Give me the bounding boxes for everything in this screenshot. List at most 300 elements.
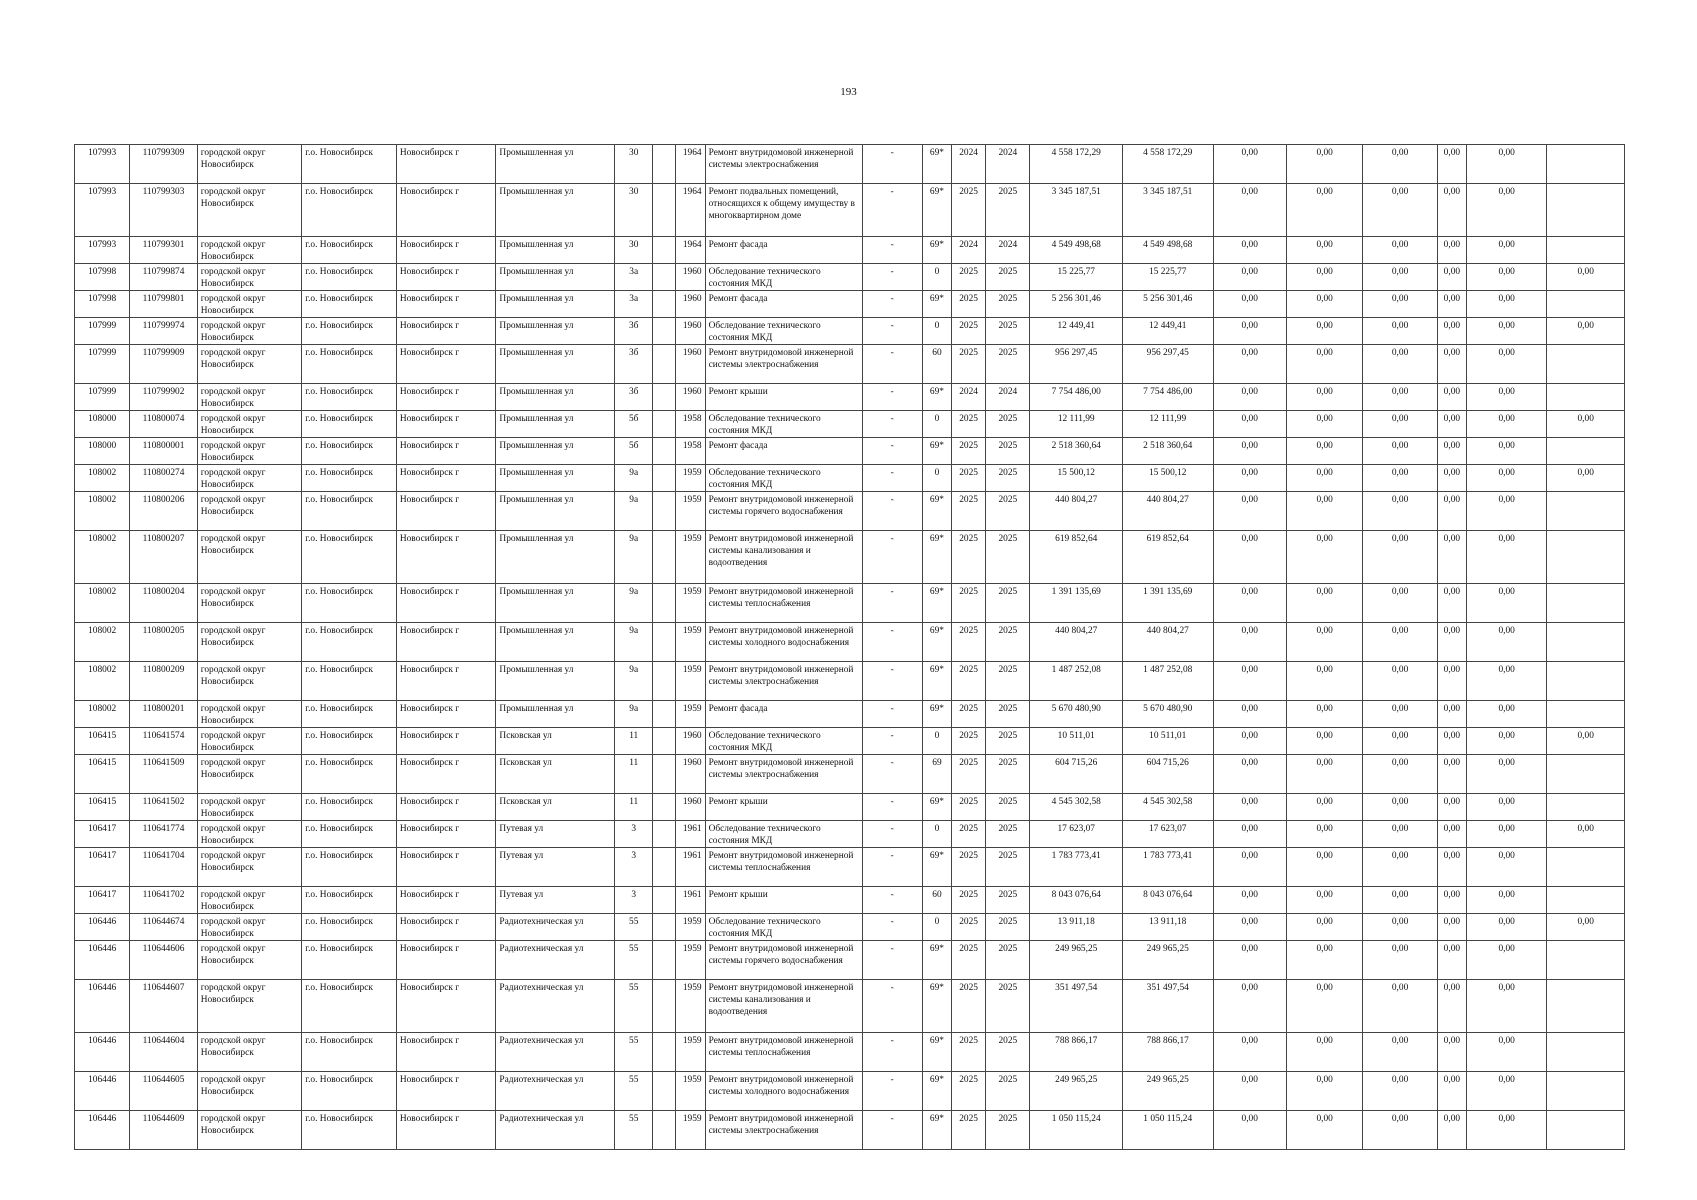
amount-cell: 0,00 [1286, 184, 1362, 237]
municipality-short-cell: г.о. Новосибирск [302, 384, 397, 411]
amount-cell: 0,00 [1466, 914, 1546, 941]
plan-year-cell: 2025 [952, 623, 986, 662]
dash-cell: - [862, 492, 922, 531]
build-year-cell: 1961 [676, 848, 705, 887]
amount-cell: 0,00 [1213, 184, 1286, 237]
build-year-cell: 1959 [676, 531, 705, 584]
amount-cell: 0,00 [1437, 848, 1466, 887]
municipality-cell: городской округ Новосибирск [197, 1033, 302, 1072]
house-number-cell: 3б [615, 384, 653, 411]
amount-cell: 0,00 [1213, 384, 1286, 411]
house-number-cell: 9а [615, 623, 653, 662]
table-row [75, 1111, 1625, 1150]
dash-cell: - [862, 755, 922, 794]
build-year-cell: 1959 [676, 1111, 705, 1150]
cost-cell: 3 345 187,51 [1030, 184, 1123, 237]
house-number-cell: 55 [615, 914, 653, 941]
record-id-cell: 107993 [75, 237, 130, 264]
survey-amount-cell [1547, 662, 1625, 701]
table-row [75, 821, 1625, 848]
amount-cell: 0,00 [1213, 914, 1286, 941]
cost-total-cell: 4 549 498,68 [1122, 237, 1213, 264]
survey-amount-cell [1547, 1111, 1625, 1150]
cost-total-cell: 788 866,17 [1122, 1033, 1213, 1072]
amount-cell: 0,00 [1286, 821, 1362, 848]
dash-cell: - [862, 438, 922, 465]
plan-year-cell: 2025 [952, 701, 986, 728]
amount-cell: 0,00 [1213, 291, 1286, 318]
city-cell: Новосибирск г [396, 291, 496, 318]
municipality-short-cell: г.о. Новосибирск [302, 821, 397, 848]
cost-total-cell: 15 500,12 [1122, 465, 1213, 492]
street-cell: Радиотехническая ул [496, 980, 615, 1033]
city-cell: Новосибирск г [396, 345, 496, 384]
plan-year-cell: 2025 [952, 492, 986, 531]
completion-year-cell: 2025 [986, 980, 1030, 1033]
record-id-cell: 108002 [75, 531, 130, 584]
work-type-cell: Обследование технического состояния МКД [705, 411, 862, 438]
city-cell: Новосибирск г [396, 492, 496, 531]
cost-total-cell: 1 487 252,08 [1122, 662, 1213, 701]
amount-cell: 0,00 [1437, 345, 1466, 384]
dash-cell: - [862, 941, 922, 980]
record-id-cell: 106415 [75, 794, 130, 821]
table-row [75, 345, 1625, 384]
amount-cell: 0,00 [1363, 345, 1437, 384]
amount-cell: 0,00 [1363, 438, 1437, 465]
amount-cell: 0,00 [1437, 914, 1466, 941]
table-row [75, 848, 1625, 887]
municipality-short-cell: г.о. Новосибирск [302, 438, 397, 465]
amount-cell: 0,00 [1213, 1033, 1286, 1072]
cost-total-cell: 4 545 302,58 [1122, 794, 1213, 821]
build-year-cell: 1959 [676, 914, 705, 941]
amount-cell: 0,00 [1286, 794, 1362, 821]
plan-year-cell: 2025 [952, 1111, 986, 1150]
dash-cell: - [862, 411, 922, 438]
cost-cell: 8 043 076,64 [1030, 887, 1123, 914]
amount-cell: 0,00 [1213, 264, 1286, 291]
survey-amount-cell [1547, 145, 1625, 184]
amount-cell: 0,00 [1213, 438, 1286, 465]
plan-year-cell: 2025 [952, 821, 986, 848]
wear-percent-cell: 69* [922, 584, 951, 623]
cost-total-cell: 17 623,07 [1122, 821, 1213, 848]
amount-cell: 0,00 [1363, 492, 1437, 531]
cost-total-cell: 7 754 486,00 [1122, 384, 1213, 411]
amount-cell: 0,00 [1466, 755, 1546, 794]
building-cell [653, 184, 676, 237]
amount-cell: 0,00 [1437, 291, 1466, 318]
building-cell [653, 1072, 676, 1111]
city-cell: Новосибирск г [396, 411, 496, 438]
work-code-cell: 110800209 [130, 662, 197, 701]
build-year-cell: 1961 [676, 821, 705, 848]
house-number-cell: 30 [615, 237, 653, 264]
work-code-cell: 110644604 [130, 1033, 197, 1072]
street-cell: Псковская ул [496, 728, 615, 755]
work-code-cell: 110644605 [130, 1072, 197, 1111]
city-cell: Новосибирск г [396, 184, 496, 237]
completion-year-cell: 2025 [986, 411, 1030, 438]
plan-year-cell: 2025 [952, 848, 986, 887]
street-cell: Промышленная ул [496, 492, 615, 531]
amount-cell: 0,00 [1466, 1111, 1546, 1150]
municipality-short-cell: г.о. Новосибирск [302, 848, 397, 887]
plan-year-cell: 2025 [952, 662, 986, 701]
survey-amount-cell [1547, 1072, 1625, 1111]
wear-percent-cell: 69* [922, 662, 951, 701]
table-row [75, 438, 1625, 465]
amount-cell: 0,00 [1437, 438, 1466, 465]
building-cell [653, 623, 676, 662]
amount-cell: 0,00 [1286, 1033, 1362, 1072]
table-row [75, 794, 1625, 821]
building-cell [653, 584, 676, 623]
cost-cell: 5 670 480,90 [1030, 701, 1123, 728]
survey-amount-cell [1547, 755, 1625, 794]
build-year-cell: 1960 [676, 384, 705, 411]
amount-cell: 0,00 [1213, 755, 1286, 794]
amount-cell: 0,00 [1466, 291, 1546, 318]
completion-year-cell: 2025 [986, 794, 1030, 821]
work-type-cell: Обследование технического состояния МКД [705, 318, 862, 345]
record-id-cell: 106446 [75, 1111, 130, 1150]
city-cell: Новосибирск г [396, 914, 496, 941]
city-cell: Новосибирск г [396, 1111, 496, 1150]
build-year-cell: 1959 [676, 662, 705, 701]
cost-total-cell: 12 449,41 [1122, 318, 1213, 345]
build-year-cell: 1959 [676, 980, 705, 1033]
survey-amount-cell [1547, 584, 1625, 623]
municipality-cell: городской округ Новосибирск [197, 237, 302, 264]
work-type-cell: Ремонт внутридомовой инженерной системы канализования и водоотведения [705, 980, 862, 1033]
building-cell [653, 237, 676, 264]
completion-year-cell: 2025 [986, 914, 1030, 941]
street-cell: Промышленная ул [496, 345, 615, 384]
amount-cell: 0,00 [1466, 531, 1546, 584]
amount-cell: 0,00 [1213, 623, 1286, 662]
amount-cell: 0,00 [1437, 1033, 1466, 1072]
record-id-cell: 107998 [75, 264, 130, 291]
table-row [75, 531, 1625, 584]
cost-total-cell: 1 783 773,41 [1122, 848, 1213, 887]
table-row [75, 145, 1625, 184]
build-year-cell: 1960 [676, 728, 705, 755]
amount-cell: 0,00 [1466, 821, 1546, 848]
wear-percent-cell: 69* [922, 531, 951, 584]
house-number-cell: 9а [615, 584, 653, 623]
work-code-cell: 110800205 [130, 623, 197, 662]
street-cell: Промышленная ул [496, 291, 615, 318]
street-cell: Промышленная ул [496, 584, 615, 623]
work-code-cell: 110644609 [130, 1111, 197, 1150]
record-id-cell: 106446 [75, 941, 130, 980]
survey-amount-cell: 0,00 [1547, 264, 1625, 291]
amount-cell: 0,00 [1363, 662, 1437, 701]
cost-total-cell: 604 715,26 [1122, 755, 1213, 794]
table-body [75, 145, 1625, 1150]
survey-amount-cell [1547, 531, 1625, 584]
record-id-cell: 106446 [75, 914, 130, 941]
street-cell: Промышленная ул [496, 145, 615, 184]
amount-cell: 0,00 [1437, 318, 1466, 345]
city-cell: Новосибирск г [396, 584, 496, 623]
plan-year-cell: 2025 [952, 438, 986, 465]
cost-total-cell: 440 804,27 [1122, 492, 1213, 531]
amount-cell: 0,00 [1286, 264, 1362, 291]
amount-cell: 0,00 [1437, 701, 1466, 728]
amount-cell: 0,00 [1286, 980, 1362, 1033]
house-number-cell: 30 [615, 184, 653, 237]
amount-cell: 0,00 [1213, 821, 1286, 848]
dash-cell: - [862, 145, 922, 184]
municipality-cell: городской округ Новосибирск [197, 345, 302, 384]
completion-year-cell: 2025 [986, 821, 1030, 848]
completion-year-cell: 2024 [986, 384, 1030, 411]
amount-cell: 0,00 [1213, 345, 1286, 384]
dash-cell: - [862, 662, 922, 701]
plan-year-cell: 2025 [952, 941, 986, 980]
wear-percent-cell: 0 [922, 465, 951, 492]
amount-cell: 0,00 [1286, 584, 1362, 623]
amount-cell: 0,00 [1466, 438, 1546, 465]
building-cell [653, 941, 676, 980]
street-cell: Радиотехническая ул [496, 1033, 615, 1072]
plan-year-cell: 2025 [952, 264, 986, 291]
work-code-cell: 110641702 [130, 887, 197, 914]
house-number-cell: 55 [615, 941, 653, 980]
record-id-cell: 108002 [75, 584, 130, 623]
build-year-cell: 1964 [676, 237, 705, 264]
city-cell: Новосибирск г [396, 318, 496, 345]
city-cell: Новосибирск г [396, 465, 496, 492]
completion-year-cell: 2025 [986, 318, 1030, 345]
completion-year-cell: 2025 [986, 1111, 1030, 1150]
plan-year-cell: 2025 [952, 1072, 986, 1111]
plan-year-cell: 2025 [952, 318, 986, 345]
city-cell: Новосибирск г [396, 531, 496, 584]
record-id-cell: 107999 [75, 318, 130, 345]
building-cell [653, 345, 676, 384]
completion-year-cell: 2025 [986, 701, 1030, 728]
building-cell [653, 821, 676, 848]
table-row [75, 701, 1625, 728]
house-number-cell: 9а [615, 465, 653, 492]
survey-amount-cell: 0,00 [1547, 318, 1625, 345]
amount-cell: 0,00 [1466, 345, 1546, 384]
cost-cell: 604 715,26 [1030, 755, 1123, 794]
completion-year-cell: 2025 [986, 887, 1030, 914]
survey-amount-cell: 0,00 [1547, 821, 1625, 848]
municipality-cell: городской округ Новосибирск [197, 914, 302, 941]
work-code-cell: 110799902 [130, 384, 197, 411]
cost-total-cell: 249 965,25 [1122, 1072, 1213, 1111]
municipality-short-cell: г.о. Новосибирск [302, 662, 397, 701]
city-cell: Новосибирск г [396, 438, 496, 465]
build-year-cell: 1961 [676, 887, 705, 914]
record-id-cell: 108000 [75, 438, 130, 465]
amount-cell: 0,00 [1466, 662, 1546, 701]
survey-amount-cell [1547, 1033, 1625, 1072]
cost-total-cell: 351 497,54 [1122, 980, 1213, 1033]
street-cell: Промышленная ул [496, 384, 615, 411]
amount-cell: 0,00 [1466, 728, 1546, 755]
wear-percent-cell: 69* [922, 701, 951, 728]
amount-cell: 0,00 [1437, 584, 1466, 623]
amount-cell: 0,00 [1213, 941, 1286, 980]
building-cell [653, 531, 676, 584]
wear-percent-cell: 0 [922, 914, 951, 941]
house-number-cell: 11 [615, 728, 653, 755]
municipality-short-cell: г.о. Новосибирск [302, 1072, 397, 1111]
cost-cell: 12 111,99 [1030, 411, 1123, 438]
house-number-cell: 55 [615, 1072, 653, 1111]
table-row [75, 237, 1625, 264]
cost-total-cell: 249 965,25 [1122, 941, 1213, 980]
work-type-cell: Ремонт внутридомовой инженерной системы электроснабжения [705, 1111, 862, 1150]
work-type-cell: Ремонт внутридомовой инженерной системы канализования и водоотведения [705, 531, 862, 584]
building-cell [653, 728, 676, 755]
amount-cell: 0,00 [1213, 492, 1286, 531]
dash-cell: - [862, 318, 922, 345]
street-cell: Промышленная ул [496, 623, 615, 662]
table-row [75, 623, 1625, 662]
municipality-cell: городской округ Новосибирск [197, 623, 302, 662]
table-row [75, 318, 1625, 345]
street-cell: Промышленная ул [496, 411, 615, 438]
survey-amount-cell [1547, 623, 1625, 662]
record-id-cell: 108002 [75, 662, 130, 701]
municipality-cell: городской округ Новосибирск [197, 1111, 302, 1150]
plan-year-cell: 2024 [952, 237, 986, 264]
street-cell: Путевая ул [496, 821, 615, 848]
amount-cell: 0,00 [1437, 980, 1466, 1033]
amount-cell: 0,00 [1286, 291, 1362, 318]
record-id-cell: 106446 [75, 980, 130, 1033]
record-id-cell: 106446 [75, 1072, 130, 1111]
amount-cell: 0,00 [1213, 662, 1286, 701]
plan-year-cell: 2025 [952, 411, 986, 438]
municipality-short-cell: г.о. Новосибирск [302, 411, 397, 438]
build-year-cell: 1960 [676, 264, 705, 291]
municipality-short-cell: г.о. Новосибирск [302, 941, 397, 980]
dash-cell: - [862, 465, 922, 492]
survey-amount-cell: 0,00 [1547, 411, 1625, 438]
street-cell: Промышленная ул [496, 184, 615, 237]
cost-total-cell: 10 511,01 [1122, 728, 1213, 755]
cost-total-cell: 619 852,64 [1122, 531, 1213, 584]
amount-cell: 0,00 [1213, 848, 1286, 887]
cost-cell: 4 558 172,29 [1030, 145, 1123, 184]
survey-amount-cell [1547, 438, 1625, 465]
municipality-cell: городской округ Новосибирск [197, 821, 302, 848]
municipality-cell: городской округ Новосибирск [197, 584, 302, 623]
amount-cell: 0,00 [1286, 914, 1362, 941]
cost-total-cell: 2 518 360,64 [1122, 438, 1213, 465]
dash-cell: - [862, 345, 922, 384]
work-type-cell: Ремонт внутридомовой инженерной системы холодного водоснабжения [705, 623, 862, 662]
build-year-cell: 1959 [676, 492, 705, 531]
table-row [75, 887, 1625, 914]
work-type-cell: Ремонт подвальных помещений, относящихся к общему имуществу в многоквартирном доме [705, 184, 862, 237]
work-type-cell: Ремонт внутридомовой инженерной системы теплоснабжения [705, 1033, 862, 1072]
cost-cell: 13 911,18 [1030, 914, 1123, 941]
building-cell [653, 914, 676, 941]
completion-year-cell: 2025 [986, 345, 1030, 384]
wear-percent-cell: 60 [922, 887, 951, 914]
wear-percent-cell: 69* [922, 980, 951, 1033]
municipality-cell: городской округ Новосибирск [197, 887, 302, 914]
building-cell [653, 662, 676, 701]
survey-amount-cell [1547, 701, 1625, 728]
dash-cell: - [862, 1033, 922, 1072]
wear-percent-cell: 69* [922, 1072, 951, 1111]
building-cell [653, 887, 676, 914]
record-id-cell: 106417 [75, 848, 130, 887]
dash-cell: - [862, 980, 922, 1033]
table-row [75, 1033, 1625, 1072]
work-code-cell: 110799874 [130, 264, 197, 291]
plan-year-cell: 2025 [952, 584, 986, 623]
municipality-cell: городской округ Новосибирск [197, 438, 302, 465]
dash-cell: - [862, 264, 922, 291]
record-id-cell: 108002 [75, 465, 130, 492]
municipality-cell: городской округ Новосибирск [197, 465, 302, 492]
build-year-cell: 1959 [676, 701, 705, 728]
municipality-short-cell: г.о. Новосибирск [302, 345, 397, 384]
amount-cell: 0,00 [1437, 887, 1466, 914]
work-type-cell: Ремонт внутридомовой инженерной системы холодного водоснабжения [705, 1072, 862, 1111]
building-cell [653, 438, 676, 465]
survey-amount-cell [1547, 980, 1625, 1033]
cost-cell: 12 449,41 [1030, 318, 1123, 345]
work-code-cell: 110641574 [130, 728, 197, 755]
amount-cell: 0,00 [1363, 318, 1437, 345]
cost-cell: 4 549 498,68 [1030, 237, 1123, 264]
amount-cell: 0,00 [1363, 237, 1437, 264]
table-row [75, 411, 1625, 438]
cost-cell: 17 623,07 [1030, 821, 1123, 848]
work-type-cell: Обследование технического состояния МКД [705, 264, 862, 291]
building-cell [653, 492, 676, 531]
house-number-cell: 55 [615, 980, 653, 1033]
completion-year-cell: 2025 [986, 184, 1030, 237]
survey-amount-cell [1547, 237, 1625, 264]
building-cell [653, 291, 676, 318]
amount-cell: 0,00 [1213, 794, 1286, 821]
table-row [75, 264, 1625, 291]
wear-percent-cell: 69* [922, 184, 951, 237]
cost-total-cell: 4 558 172,29 [1122, 145, 1213, 184]
cost-total-cell: 5 256 301,46 [1122, 291, 1213, 318]
work-code-cell: 110644674 [130, 914, 197, 941]
survey-amount-cell: 0,00 [1547, 465, 1625, 492]
completion-year-cell: 2025 [986, 662, 1030, 701]
amount-cell: 0,00 [1363, 291, 1437, 318]
city-cell: Новосибирск г [396, 145, 496, 184]
amount-cell: 0,00 [1213, 701, 1286, 728]
city-cell: Новосибирск г [396, 701, 496, 728]
city-cell: Новосибирск г [396, 728, 496, 755]
cost-total-cell: 1 391 135,69 [1122, 584, 1213, 623]
record-id-cell: 106417 [75, 821, 130, 848]
amount-cell: 0,00 [1286, 941, 1362, 980]
work-type-cell: Ремонт фасада [705, 701, 862, 728]
municipality-cell: городской округ Новосибирск [197, 701, 302, 728]
plan-year-cell: 2025 [952, 887, 986, 914]
plan-year-cell: 2025 [952, 914, 986, 941]
